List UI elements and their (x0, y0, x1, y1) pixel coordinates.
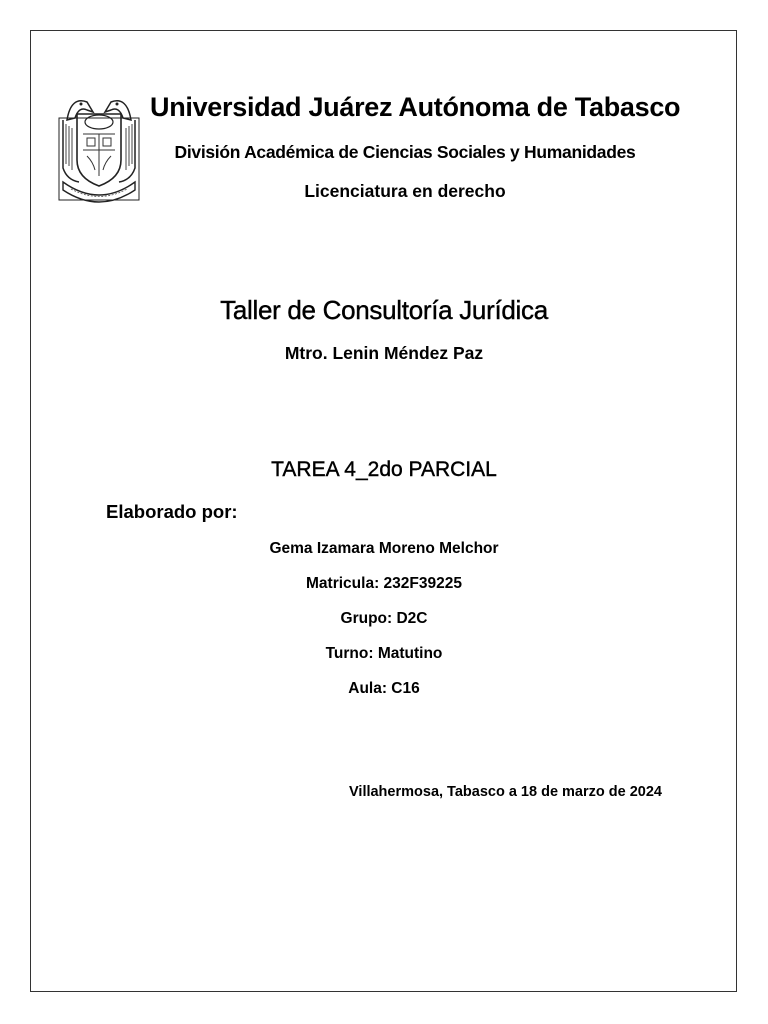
program-name: Licenciatura en derecho (304, 181, 506, 201)
author-name: Gema Izamara Moreno Melchor (269, 540, 499, 557)
university-name: Universidad Juárez Autónoma de Tabasco (150, 92, 681, 122)
author-label: Elaborado por: (106, 501, 238, 522)
assignment-title: TAREA 4_2do PARCIAL (271, 458, 497, 481)
university-crest-icon (57, 90, 141, 204)
author-grupo: Grupo: D2C (340, 610, 428, 627)
author-aula: Aula: C16 (348, 680, 420, 697)
course-title: Taller de Consultoría Jurídica (220, 295, 548, 325)
author-matricula: Matricula: 232F39225 (306, 575, 462, 592)
author-turno: Turno: Matutino (325, 645, 443, 662)
teacher-name: Mtro. Lenin Méndez Paz (284, 343, 484, 363)
division-name: División Académica de Ciencias Sociales y Humanidades (174, 142, 636, 162)
place-date: Villahermosa, Tabasco a 18 de marzo de 2024 (349, 784, 662, 800)
